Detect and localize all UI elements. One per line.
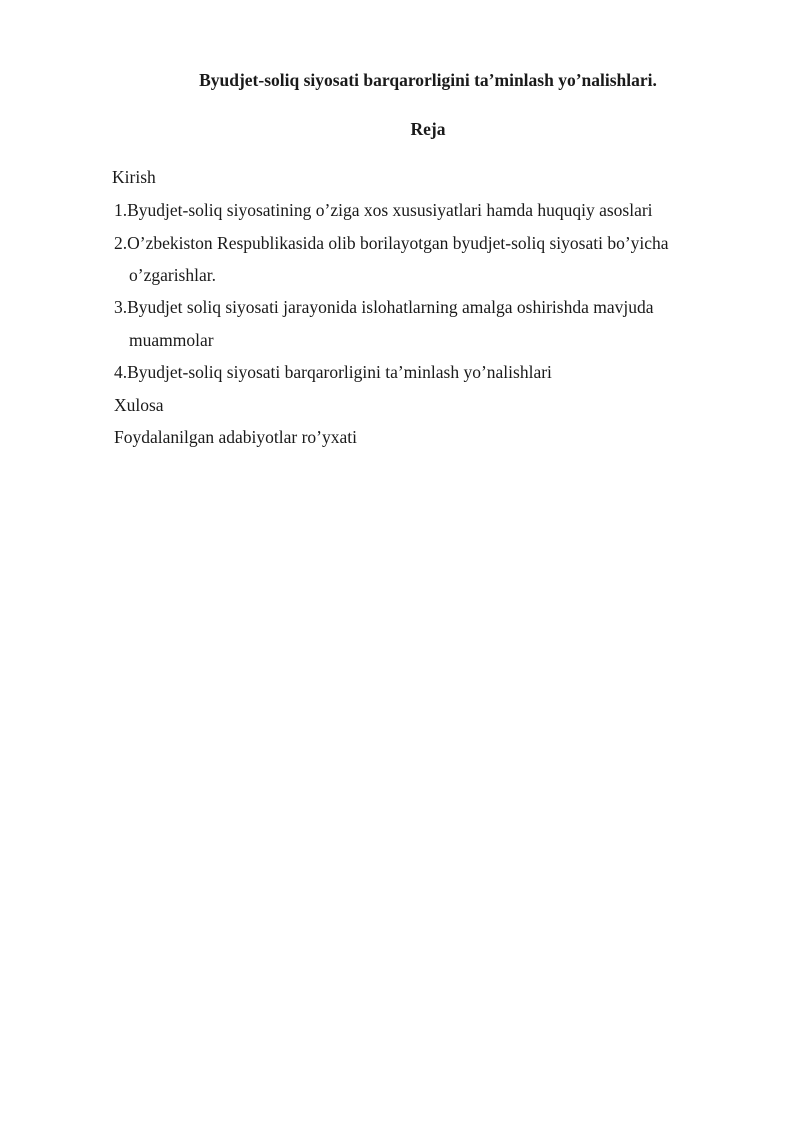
plan-item-1: 1.Byudjet-soliq siyosatining o’ziga xos xususiyatlari hamda huquqiy asoslari (114, 200, 653, 220)
plan-item-2-line-1: 2.O’zbekiston Respublikasida olib borilayotgan byudjet-soliq siyosati bo’yicha (114, 233, 669, 253)
plan-item-4: 4.Byudjet-soliq siyosati barqarorligini ta’minlash yo’nalishlari (114, 362, 552, 382)
plan-item-3-line-2: muammolar (129, 330, 214, 350)
plan-item-2-line-2: o’zgarishlar. (129, 265, 216, 285)
plan-references: Foydalanilgan adabiyotlar ro’yxati (114, 427, 357, 447)
document-title: Byudjet-soliq siyosati barqarorligini ta’minlash yo’nalishlari. (199, 70, 657, 90)
plan-heading: Reja (410, 119, 446, 139)
plan-intro: Kirish (112, 167, 156, 187)
plan-item-3-line-1: 3.Byudjet soliq siyosati jarayonida islohatlarning amalga oshirishda mavjuda (114, 297, 654, 317)
plan-conclusion: Xulosa (114, 395, 164, 415)
